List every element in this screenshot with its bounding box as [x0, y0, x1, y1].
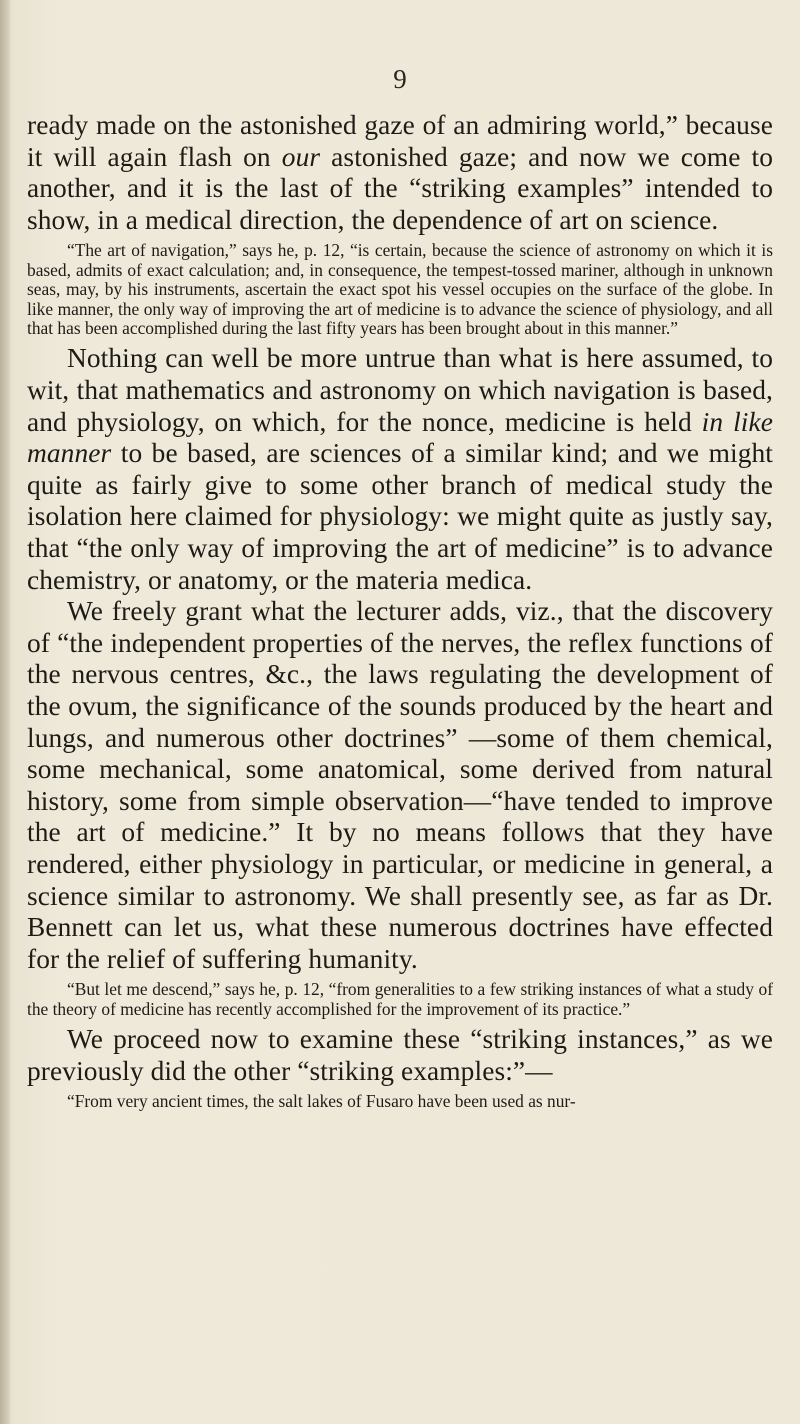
page-text: [27, 110, 773, 1112]
body-paragraph: [27, 1024, 773, 1087]
text-run: “From very ancient times, the salt lakes of Fusaro have been used as nur-: [67, 1091, 576, 1112]
text-run: We freely grant what the lecturer adds, viz., that the discovery of “the independent properties of the nerves, the reflex functions of the nervous centres, &c., the laws regulating the development of the ovum, the significance of the sounds produced by the heart and lungs, and numerous other doctrines” —some of them chemical, some mechanical, some anatomical, some derived from natural history, some from simple observation—“have tended to improve the art of medicine.” It by no means follows that they have rendered, either physiology in particular, or medicine in general, a science similar to astronomy. We shall presently see, as far as Dr. Bennett can let us, what these numerous doctrines have effected for the relief of suffering humanity.: [27, 596, 773, 974]
quoted-passage: [27, 980, 773, 1019]
page-number: 9: [393, 64, 407, 94]
text-run: Nothing can well be more untrue than what is here assumed, to wit, that mathematics and astronomy on which navigation is based, and physiology, on which, for the nonce, medicine is held: [27, 343, 773, 437]
text-run: “But let me descend,” says he, p. 12, “from generalities to a few striking instances of what a study of the theory of medicine has recently accomplished for the improvement of its practice.”: [27, 979, 773, 1019]
quoted-passage: [27, 241, 773, 338]
text-run: “The art of navigation,” says he, p. 12, “is certain, because the science of astronomy on which it is based, admits of exact calculation; and, in consequence, the tempest-tossed mariner, although in unknown seas, may, by his instruments, ascertain the exact spot his vessel occupies on the surface of the globe. In like manner, the only way of improving the art of medicine is to advance the science of physiology, and all that has been accomplished during the last fifty years has been brought about in this manner.”: [27, 240, 773, 338]
body-paragraph: [27, 343, 773, 596]
text-run: We proceed now to examine these “striking instances,” as we previously did the other “striking examples:”—: [27, 1024, 773, 1086]
body-paragraph: [27, 110, 773, 236]
italic-text: our: [281, 141, 321, 172]
body-paragraph: [27, 596, 773, 975]
italic-text: in like manner: [27, 406, 773, 469]
quoted-passage: [27, 1092, 773, 1111]
text-run: ready made on the astonished gaze of an admiring world,” because it will again flash on: [27, 110, 773, 172]
page-gutter: [0, 0, 10, 1424]
text-run: astonished gaze; and now we come to another, and it is the last of the “striking examples” intended to show, in a medical direction, the dependence of art on science.: [27, 141, 773, 235]
text-run: to be based, are sciences of a similar kind; and we might quite as fairly give to some other branch of medical study the isolation here claimed for physiology: we might quite as justly say, that “the only way of improving the art of medicine” is to advance chemistry, or anatomy, or the materia medica.: [27, 438, 773, 595]
